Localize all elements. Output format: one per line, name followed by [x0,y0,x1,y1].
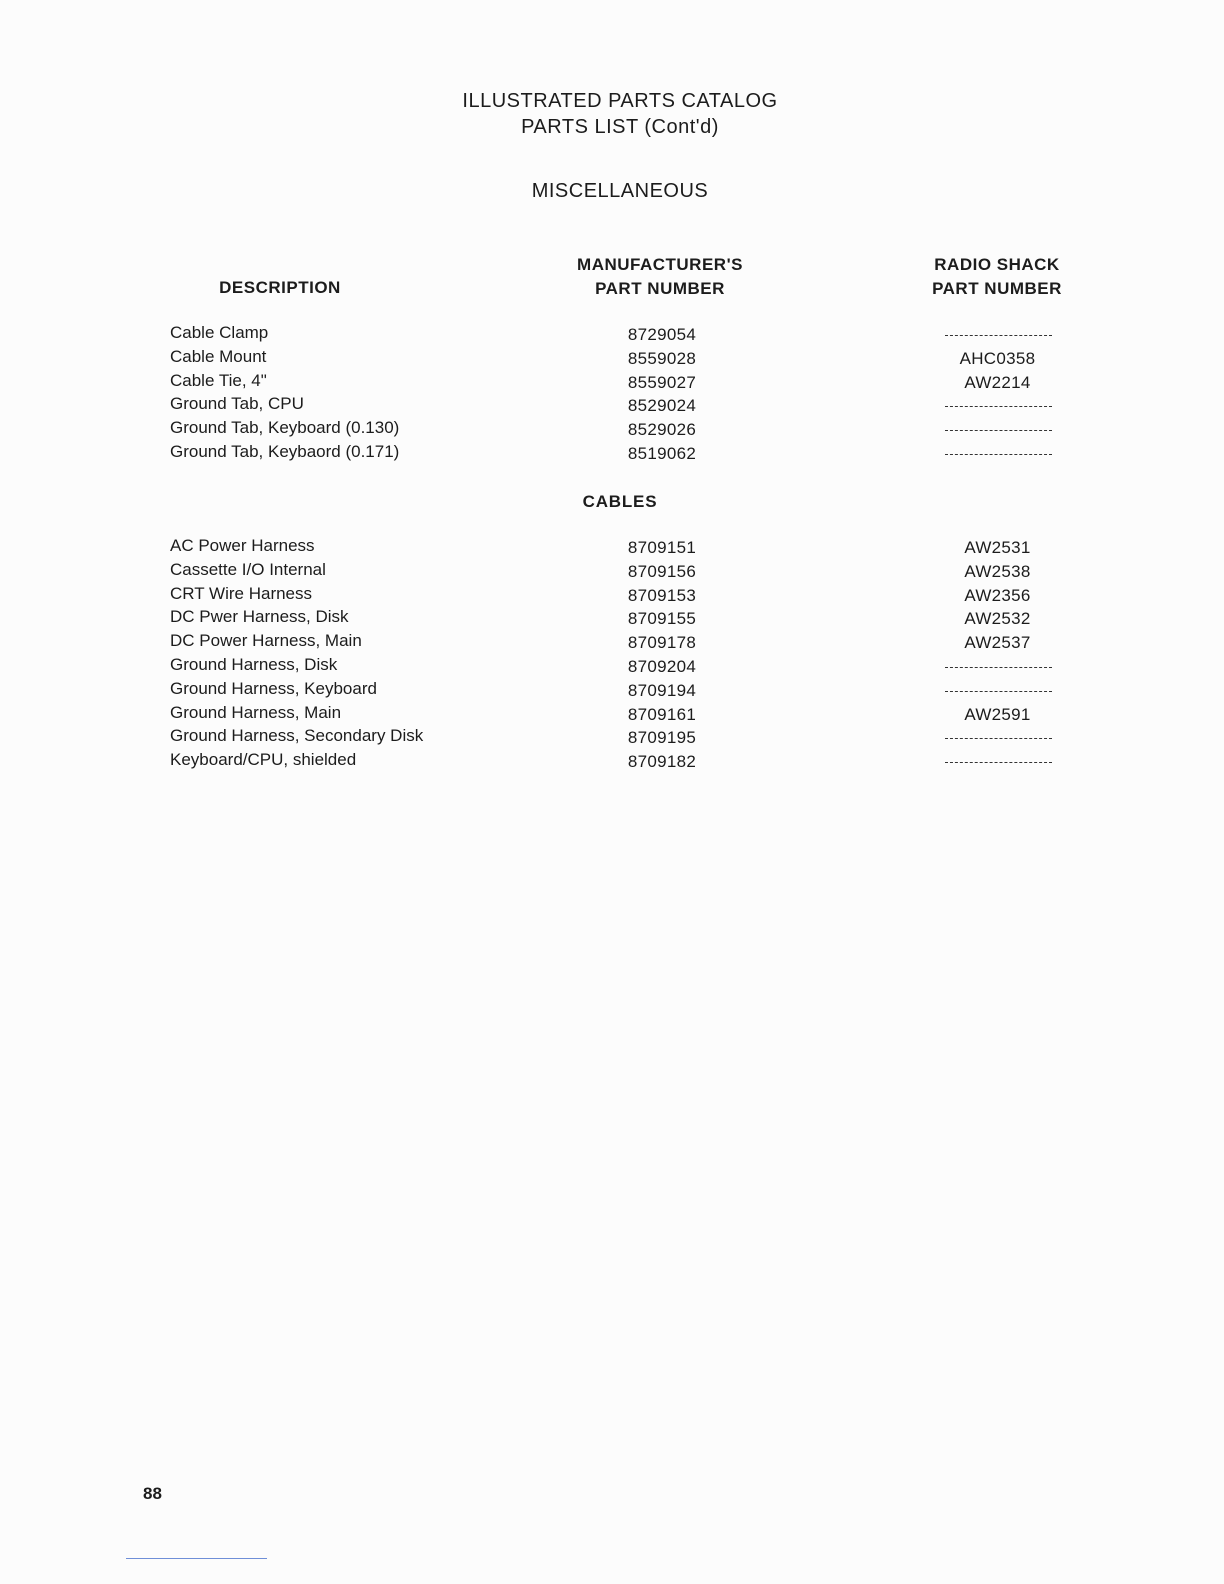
part-description: Cassette I/O Internal [170,559,326,579]
catalog-title: ILLUSTRATED PARTS CATALOG [462,90,778,112]
manufacturer-part-number: 8709195 [627,728,697,748]
part-description: DC Pwer Harness, Disk [170,607,349,627]
radio-shack-part-number: AW2537 [964,633,1031,653]
radio-shack-part-number: AW2538 [964,561,1031,581]
manufacturer-part-number: 8559028 [627,348,697,368]
page-number: 88 [143,1484,162,1503]
column-header-radio-shack-line1: RADIO SHACK [934,255,1060,274]
part-description: CRT Wire Harness [170,583,313,603]
part-description: Ground Tab, CPU [170,394,304,414]
manufacturer-part-number: 8529026 [627,420,697,440]
column-header-radio-shack-line2: PART NUMBER [932,279,1062,298]
table-row [0,726,1224,750]
table-row [0,631,1224,655]
cables-heading: CABLES [582,492,658,511]
table-row [0,418,1224,442]
radio-shack-part-number: AW2591 [964,704,1031,724]
manufacturer-part-number: 8709182 [627,752,697,772]
no-part-number-dash [945,667,1052,668]
part-description: Cable Tie, 4" [170,370,267,390]
radio-shack-part-number: AW2531 [964,538,1031,557]
column-header-radio-shack [897,253,1097,301]
table-row [0,371,1224,395]
no-part-number-dash [945,430,1052,431]
table-row [0,584,1224,608]
manufacturer-part-number: 8519062 [627,444,697,463]
manufacturer-part-number: 8709194 [627,680,697,700]
no-part-number-dash [945,335,1052,336]
part-description: Ground Harness, Disk [170,655,338,674]
table-row [0,560,1224,584]
catalog-subtitle: PARTS LIST (Cont'd) [521,116,719,138]
no-part-number-dash [945,762,1052,763]
part-description: Ground Harness, Main [170,702,342,722]
part-description: AC Power Harness [170,536,315,555]
table-row [0,394,1224,418]
table-row [0,607,1224,631]
manufacturer-part-number: 8709156 [627,561,697,581]
footer-rule [126,1558,267,1559]
radio-shack-part-number: AW2532 [964,609,1031,629]
manufacturer-part-number: 8709151 [627,538,697,557]
table-row [0,703,1224,727]
table-row [0,655,1224,679]
column-header-manufacturer-line1: MANUFACTURER'S [577,255,743,274]
part-description: Keyboard/CPU, shielded [170,750,357,770]
manufacturer-part-number: 8709204 [627,657,697,676]
section-heading: MISCELLANEOUS [531,180,709,202]
manufacturer-part-number: 8709178 [627,633,697,653]
no-part-number-dash [945,691,1052,692]
no-part-number-dash [945,406,1052,407]
part-description: Ground Harness, Secondary Disk [170,726,424,746]
table-row [0,323,1224,347]
part-description: Cable Mount [170,346,267,366]
radio-shack-part-number: AHC0358 [959,348,1036,368]
no-part-number-dash [945,454,1052,455]
table-row [0,679,1224,703]
table-row [0,442,1224,466]
table-row [0,750,1224,774]
part-description: DC Power Harness, Main [170,631,362,651]
manufacturer-part-number: 8709155 [627,609,697,629]
manufacturer-part-number: 8709161 [627,704,697,724]
radio-shack-part-number: AW2356 [964,585,1031,605]
column-header-manufacturer-line2: PART NUMBER [595,279,725,298]
column-header-manufacturer [545,253,775,301]
part-description: Ground Tab, Keyboard (0.130) [170,418,400,438]
column-header-description: DESCRIPTION [219,278,341,297]
table-row [0,536,1224,560]
table-row [0,347,1224,371]
part-description: Ground Tab, Keybaord (0.171) [170,442,400,461]
manufacturer-part-number: 8559027 [627,372,697,392]
radio-shack-part-number: AW2214 [964,372,1031,392]
manufacturer-part-number: 8709153 [627,585,697,605]
manufacturer-part-number: 8529024 [627,396,697,416]
part-description: Ground Harness, Keyboard [170,678,377,698]
no-part-number-dash [945,738,1052,739]
manufacturer-part-number: 8729054 [627,325,697,344]
part-description: Cable Clamp [170,323,269,342]
